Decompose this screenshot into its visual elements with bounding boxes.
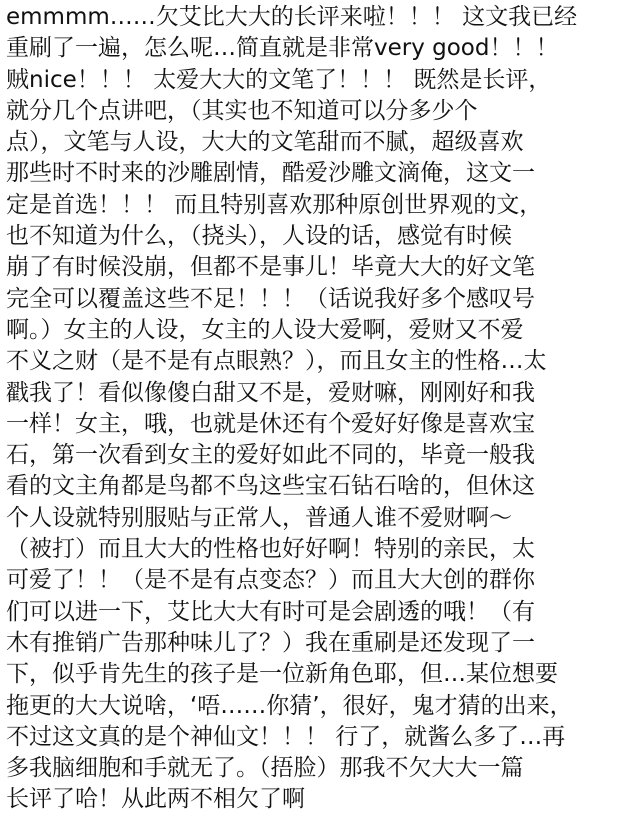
review-line: 个人设就特别服贴与正常人，普通人谁不爱财啊～ [6, 504, 512, 531]
review-line: 看的文主角都是鸟都不鸟这些宝石钻石啥的，但休这 [6, 473, 535, 500]
review-line: 石，第一次看到女主的爱好如此不同的，毕竟一般我 [6, 442, 535, 469]
review-line: 贼nice！！！ 太爱大大的文笔了！！！ 既然是长评， [6, 66, 552, 93]
review-line: 戳我了！看似像傻白甜又不是，爱财嘛，刚刚好和我 [6, 379, 535, 406]
review-line: 啊。）女主的人设，女主的人设大爱啊，爱财又不爱 [6, 316, 524, 343]
review-line: 们可以进一下，艾比大大有时可是会剧透的哦！（有 [6, 598, 535, 625]
review-line: 一样！女主，哦，也就是休还有个爱好好像是喜欢宝 [6, 410, 535, 437]
review-line: 定是首选！！！ 而且特别喜欢那种原创世界观的文， [6, 191, 543, 218]
review-line: 点），文笔与人设，大大的文笔甜而不腻，超级喜欢 [6, 129, 524, 156]
review-line: emmmm……欠艾比大大的长评来啦！！！ 这文我已经 [6, 4, 578, 30]
review-line: 下，似乎肯先生的孩子是一位新角色耶，但…某位想要 [6, 661, 558, 688]
review-line: 不过这文真的是个神仙文！！！ 行了，就酱么多了…再 [6, 723, 566, 750]
review-line: 崩了有时候没崩，但都不是事儿！毕竟大大的好文笔 [6, 254, 535, 281]
review-text-block [6, 2, 638, 816]
review-line: 重刷了一遍，怎么呢…简直就是非常very good！！！ [6, 35, 559, 62]
review-line: 可爱了！！（是不是有点变态？）而且大大创的群你 [6, 567, 535, 594]
review-line: 也不知道为什么，（挠头），人设的话，感觉有时候 [6, 223, 512, 250]
review-line: 不义之财（是不是有点眼熟？），而且女主的性格…太 [6, 348, 547, 375]
review-line: 多我脑细胞和手就无了。（捂脸）那我不欠大大一篇 [6, 755, 524, 782]
review-line: 完全可以覆盖这些不足！！！（话说我好多个感叹号 [6, 285, 535, 312]
review-line: 就分几个点讲吧，（其实也不知道可以分多少个 [6, 97, 478, 124]
review-line: 拖更的大大说啥，‘唔……你猜’，很好，鬼才猜的出来， [6, 692, 573, 719]
review-line: 木有推销广告那种味儿了？）我在重刷是还发现了一 [6, 629, 535, 656]
review-line: 长评了哈！从此两不相欠了啊 [6, 786, 305, 813]
review-line: 那些时不时来的沙雕剧情，酷爱沙雕文滴俺，这文一 [6, 160, 535, 187]
review-line: （被打）而且大大的性格也好好啊！特别的亲民，太 [6, 536, 535, 563]
